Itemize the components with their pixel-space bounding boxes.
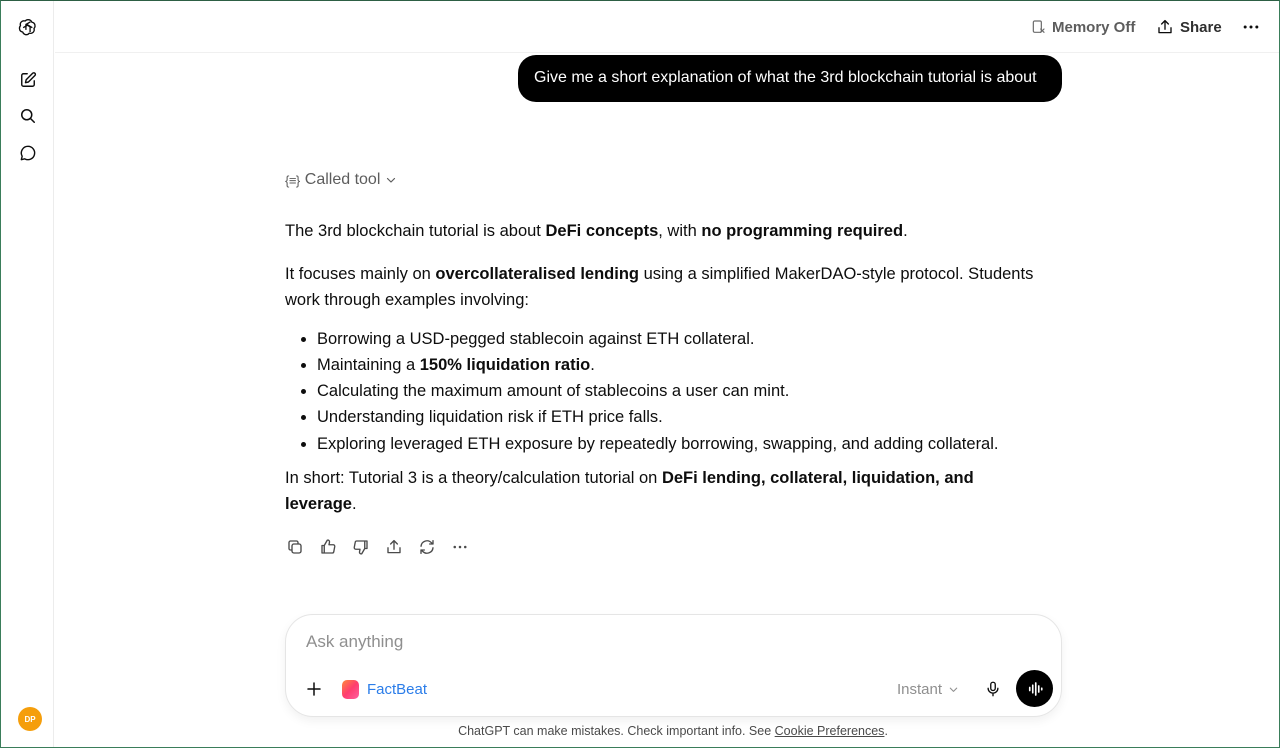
- answer-text: .: [590, 355, 595, 374]
- list-item: • Understanding liquidation risk if ETH price falls.: [317, 404, 1075, 430]
- more-actions-button[interactable]: [450, 537, 470, 557]
- search-icon[interactable]: [14, 102, 42, 130]
- answer-text: using a simplified MakerDAO-style protocol. Students work through examples involving:: [285, 264, 1034, 309]
- answer-text: , with: [658, 222, 702, 240]
- thumbs-up-button[interactable]: [318, 537, 338, 557]
- share-message-button[interactable]: [384, 537, 404, 557]
- tool-icon: {≡}: [285, 172, 300, 188]
- model-label: Instant: [897, 680, 943, 698]
- model-selector[interactable]: [897, 678, 959, 700]
- ellipsis-icon: [1241, 17, 1261, 37]
- regenerate-button[interactable]: [417, 537, 437, 557]
- list-item: • Exploring leveraged ETH exposure by repeatedly borrowing, swapping, and adding collateral.: [317, 431, 1075, 457]
- user-message-bubble: Give me a short explanation of what the 3rd blockchain tutorial is about: [518, 55, 1062, 102]
- answer-bold: DeFi concepts: [545, 222, 659, 240]
- memory-off-button[interactable]: [1030, 15, 1135, 39]
- add-attachment-button[interactable]: [302, 677, 326, 701]
- voice-mode-button[interactable]: [1016, 670, 1053, 707]
- answer-bold: DeFi lending, collateral, liquidation, and leverage: [285, 468, 974, 514]
- answer-bold: overcollateralised lending: [435, 264, 639, 283]
- voice-waveform-icon: [1026, 680, 1044, 698]
- ellipsis-icon: [451, 538, 469, 556]
- memory-off-icon: [1030, 19, 1046, 35]
- disclaimer-footer: [0, 724, 1280, 738]
- copy-icon: [286, 538, 304, 556]
- answer-bold: no programming required: [701, 222, 904, 240]
- called-tool-label: Called tool: [304, 171, 381, 188]
- more-options-button[interactable]: [1241, 15, 1267, 39]
- answer-text: It focuses mainly on: [285, 264, 436, 283]
- prompt-input[interactable]: [306, 629, 1006, 655]
- answer-text: Maintaining a: [317, 355, 420, 374]
- answer-bullet-list: [317, 326, 1075, 457]
- copy-button[interactable]: [285, 537, 305, 557]
- answer-paragraph: [285, 218, 1075, 245]
- list-item: [317, 352, 1075, 378]
- chevron-down-icon: [385, 174, 397, 186]
- thumbs-up-icon: [319, 538, 337, 556]
- app-chip-label: FactBeat: [367, 680, 428, 698]
- answer-text: .: [351, 495, 357, 514]
- chevron-down-icon: [948, 684, 959, 695]
- factbeat-app-chip[interactable]: [342, 678, 427, 700]
- list-item: • Borrowing a USD-pegged stablecoin against ETH collateral.: [317, 326, 1075, 352]
- microphone-icon: [984, 680, 1002, 698]
- new-chat-icon[interactable]: [14, 66, 42, 94]
- composer: [285, 614, 1062, 717]
- sidebar: [1, 1, 54, 747]
- share-icon: [385, 538, 403, 556]
- factbeat-logo-icon: [342, 680, 359, 699]
- plus-icon: [305, 680, 323, 698]
- thumbs-down-button[interactable]: [351, 537, 371, 557]
- answer-text: In short: Tutorial 3 is a theory/calculation tutorial on: [285, 468, 662, 487]
- share-label: Share: [1180, 18, 1222, 36]
- answer-paragraph: [285, 465, 1015, 518]
- cookie-preferences-link[interactable]: Cookie Preferences: [774, 724, 885, 738]
- refresh-icon: [418, 538, 436, 556]
- list-item: • Calculating the maximum amount of stablecoins a user can mint.: [317, 378, 1075, 404]
- disclaimer-text: .: [884, 724, 888, 738]
- top-header: [55, 1, 1279, 53]
- share-icon: [1156, 18, 1174, 36]
- answer-text: .: [903, 222, 908, 240]
- avatar[interactable]: DP: [18, 707, 42, 731]
- answer-text: The 3rd blockchain tutorial is about: [285, 222, 546, 240]
- answer-bold: 150% liquidation ratio: [419, 355, 591, 374]
- assistant-message: [285, 218, 1075, 534]
- openai-logo-icon[interactable]: [14, 13, 42, 41]
- chat-bubble-icon[interactable]: [14, 139, 42, 167]
- answer-paragraph: [285, 261, 1063, 314]
- share-button[interactable]: [1156, 15, 1222, 39]
- memory-off-label: Memory Off: [1052, 18, 1136, 36]
- thumbs-down-icon: [352, 538, 370, 556]
- message-actions: [285, 537, 470, 557]
- disclaimer-text: ChatGPT can make mistakes. Check important info. See: [458, 724, 775, 738]
- called-tool-toggle[interactable]: [285, 170, 397, 190]
- dictate-button[interactable]: [981, 677, 1005, 701]
